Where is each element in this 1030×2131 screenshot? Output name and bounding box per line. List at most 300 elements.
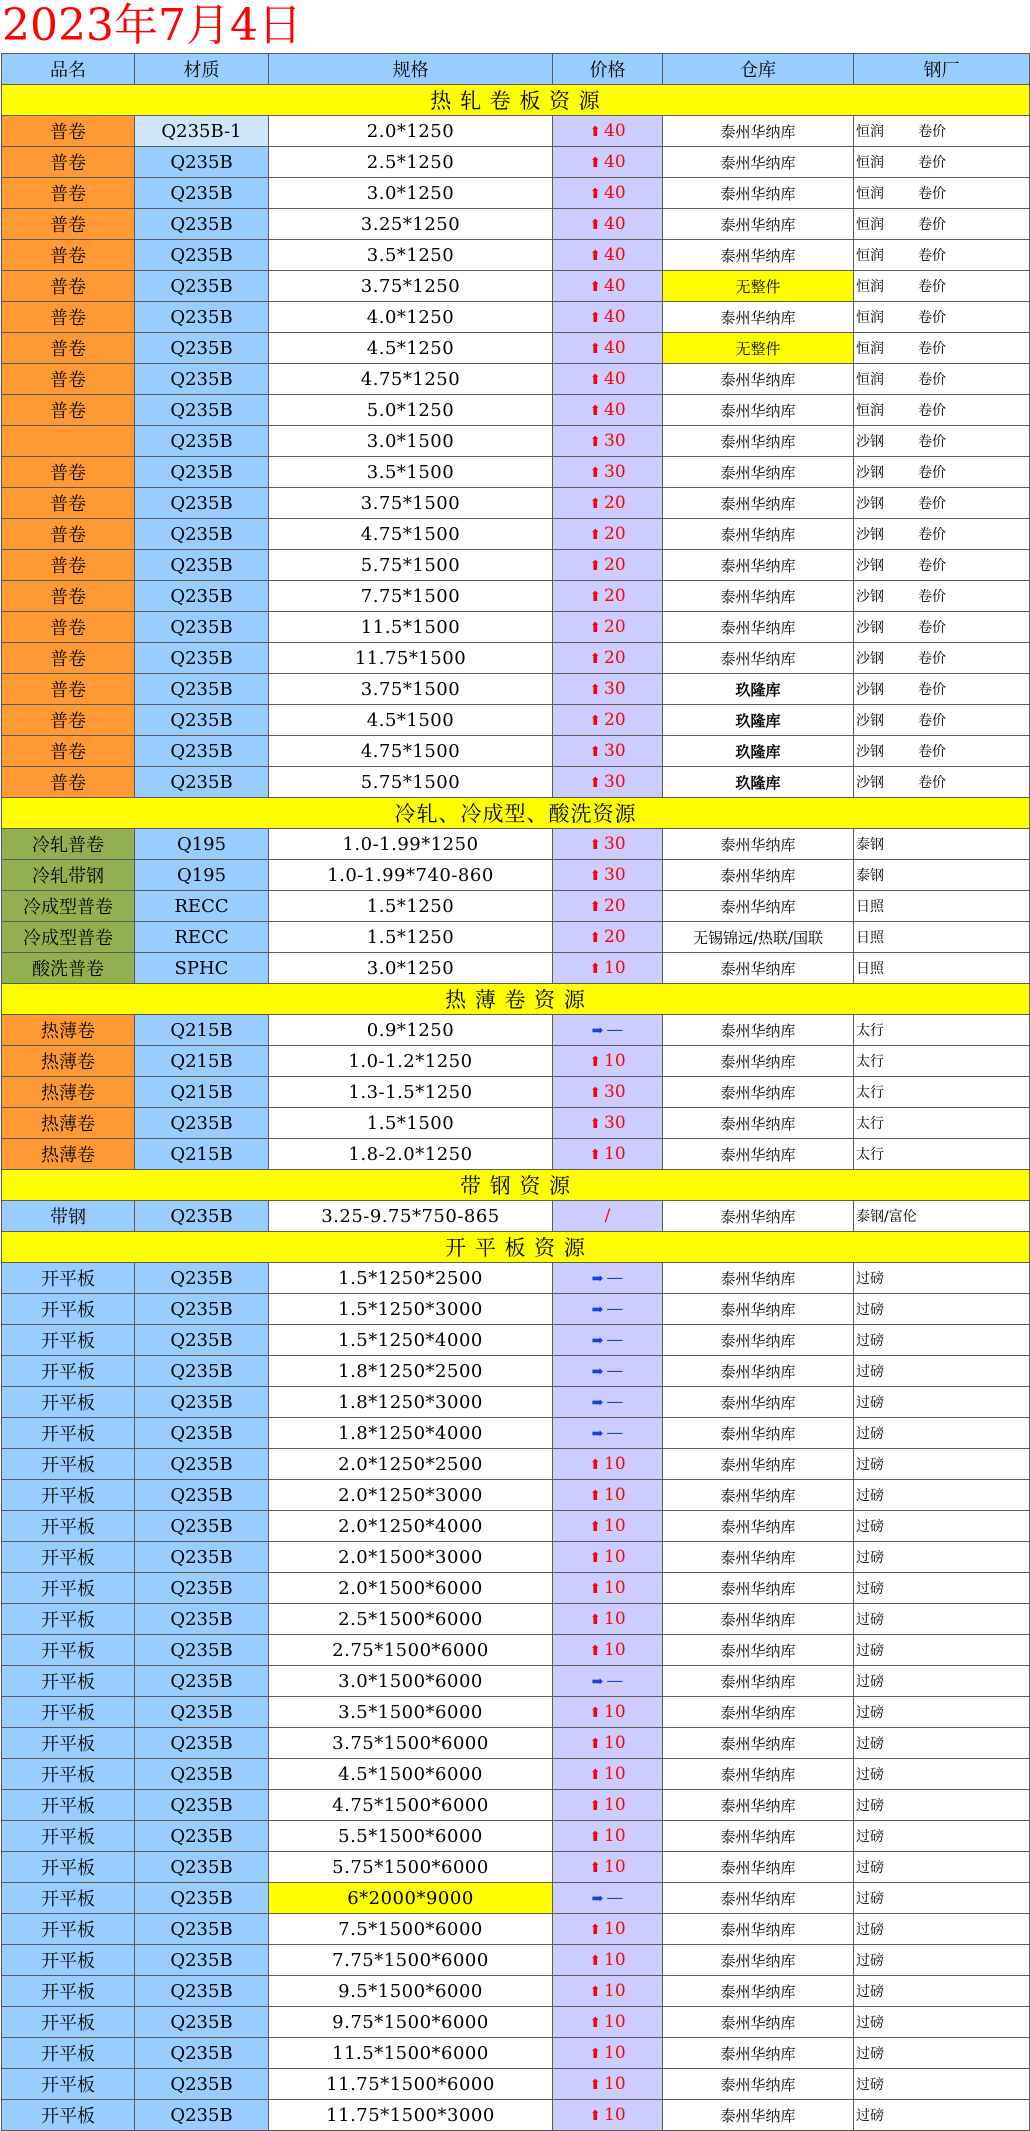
mill-name: 沙钢 bbox=[856, 651, 884, 667]
specification: 4.5*1500*6000 bbox=[269, 1759, 553, 1790]
price-change bbox=[553, 1728, 663, 1759]
price-change bbox=[553, 2007, 663, 2038]
table-row bbox=[2, 1294, 1030, 1325]
arrow-up-icon: ⬆ bbox=[589, 434, 602, 450]
price-change bbox=[553, 1573, 663, 1604]
warehouse: 玖隆库 bbox=[663, 736, 854, 767]
material-grade: Q235B-1 bbox=[135, 116, 269, 147]
price-value: 40 bbox=[604, 121, 626, 141]
specification: 11.75*1500*6000 bbox=[269, 2069, 553, 2100]
arrow-up-icon: ⬆ bbox=[589, 1550, 602, 1566]
product-name: 开平板 bbox=[2, 1356, 135, 1387]
mill-name: 过磅 bbox=[856, 1922, 884, 1938]
warehouse: 泰州华纳库 bbox=[663, 364, 854, 395]
arrow-up-icon: ⬆ bbox=[589, 403, 602, 419]
price-change bbox=[553, 364, 663, 395]
steel-mill bbox=[854, 1511, 1030, 1542]
price-value: 10 bbox=[604, 1826, 626, 1846]
product-name: 开平板 bbox=[2, 2007, 135, 2038]
price-change bbox=[553, 767, 663, 798]
price-value: 40 bbox=[604, 152, 626, 172]
price-value: 10 bbox=[604, 1485, 626, 1505]
table-row bbox=[2, 302, 1030, 333]
table-row bbox=[2, 1108, 1030, 1139]
product-name: 热薄卷 bbox=[2, 1077, 135, 1108]
col-header-price: 价格 bbox=[553, 54, 663, 85]
material-grade: SPHC bbox=[135, 953, 269, 984]
price-type: 卷价 bbox=[918, 341, 946, 357]
price-value: 20 bbox=[604, 493, 626, 513]
price-change bbox=[553, 333, 663, 364]
material-grade: Q235B bbox=[135, 1883, 269, 1914]
price-value: — bbox=[606, 1392, 624, 1412]
arrow-up-icon: ⬆ bbox=[589, 837, 602, 853]
mill-name: 过磅 bbox=[856, 1457, 884, 1473]
specification: 4.75*1250 bbox=[269, 364, 553, 395]
arrow-up-icon: ⬆ bbox=[589, 1736, 602, 1752]
specification: 1.3-1.5*1250 bbox=[269, 1077, 553, 1108]
section-header-row bbox=[2, 1170, 1030, 1201]
specification: 6*2000*9000 bbox=[269, 1883, 553, 1914]
steel-mill bbox=[854, 705, 1030, 736]
warehouse: 泰州华纳库 bbox=[663, 1666, 854, 1697]
product-name: 普卷 bbox=[2, 488, 135, 519]
price-type: 卷价 bbox=[918, 682, 946, 698]
price-change bbox=[553, 1945, 663, 1976]
price-value: / bbox=[604, 1206, 611, 1226]
warehouse: 泰州华纳库 bbox=[663, 1263, 854, 1294]
mill-name: 泰钢 bbox=[856, 868, 884, 884]
arrow-right-icon: ➡ bbox=[591, 1302, 604, 1318]
material-grade: Q235B bbox=[135, 364, 269, 395]
mill-name: 过磅 bbox=[856, 1798, 884, 1814]
price-value: 10 bbox=[604, 1857, 626, 1877]
warehouse: 泰州华纳库 bbox=[663, 581, 854, 612]
arrow-up-icon: ⬆ bbox=[589, 310, 602, 326]
product-name bbox=[2, 426, 135, 457]
mill-name: 沙钢 bbox=[856, 775, 884, 791]
specification: 1.8-2.0*1250 bbox=[269, 1139, 553, 1170]
material-grade: Q235B bbox=[135, 1604, 269, 1635]
steel-mill bbox=[854, 1449, 1030, 1480]
table-row bbox=[2, 116, 1030, 147]
steel-mill bbox=[854, 1294, 1030, 1325]
material-grade: Q195 bbox=[135, 829, 269, 860]
steel-mill bbox=[854, 178, 1030, 209]
price-change bbox=[553, 1294, 663, 1325]
arrow-up-icon: ⬆ bbox=[589, 279, 602, 295]
warehouse: 泰州华纳库 bbox=[663, 395, 854, 426]
price-change bbox=[553, 271, 663, 302]
material-grade: Q235B bbox=[135, 643, 269, 674]
arrow-up-icon: ⬆ bbox=[589, 496, 602, 512]
specification: 7.75*1500 bbox=[269, 581, 553, 612]
table-row bbox=[2, 1635, 1030, 1666]
arrow-up-icon: ⬆ bbox=[589, 1643, 602, 1659]
table-row bbox=[2, 1263, 1030, 1294]
arrow-up-icon: ⬆ bbox=[589, 1054, 602, 1070]
steel-mill bbox=[854, 240, 1030, 271]
price-type: 卷价 bbox=[918, 465, 946, 481]
specification: 1.0-1.99*1250 bbox=[269, 829, 553, 860]
price-change bbox=[553, 1604, 663, 1635]
mill-name: 泰钢 bbox=[856, 837, 884, 853]
table-row bbox=[2, 1790, 1030, 1821]
product-name: 普卷 bbox=[2, 333, 135, 364]
steel-mill bbox=[854, 364, 1030, 395]
warehouse: 泰州华纳库 bbox=[663, 1635, 854, 1666]
warehouse: 泰州华纳库 bbox=[663, 2007, 854, 2038]
specification: 0.9*1250 bbox=[269, 1015, 553, 1046]
price-change bbox=[553, 209, 663, 240]
table-row bbox=[2, 488, 1030, 519]
price-change bbox=[553, 1511, 663, 1542]
mill-name: 过磅 bbox=[856, 1674, 884, 1690]
material-grade: Q235B bbox=[135, 1108, 269, 1139]
price-value: 20 bbox=[604, 617, 626, 637]
warehouse: 泰州华纳库 bbox=[663, 1511, 854, 1542]
col-header-warehouse: 仓库 bbox=[663, 54, 854, 85]
warehouse: 泰州华纳库 bbox=[663, 457, 854, 488]
mill-name: 过磅 bbox=[856, 1519, 884, 1535]
product-name: 普卷 bbox=[2, 674, 135, 705]
steel-mill bbox=[854, 2069, 1030, 2100]
material-grade: Q235B bbox=[135, 209, 269, 240]
specification: 4.75*1500 bbox=[269, 519, 553, 550]
material-grade: Q235B bbox=[135, 1759, 269, 1790]
product-name: 普卷 bbox=[2, 550, 135, 581]
specification: 1.8*1250*2500 bbox=[269, 1356, 553, 1387]
price-value: 20 bbox=[604, 896, 626, 916]
steel-mill bbox=[854, 1821, 1030, 1852]
price-value: 30 bbox=[604, 834, 626, 854]
price-value: 10 bbox=[604, 1764, 626, 1784]
material-grade: Q235B bbox=[135, 612, 269, 643]
warehouse: 泰州华纳库 bbox=[663, 1201, 854, 1232]
steel-mill bbox=[854, 2038, 1030, 2069]
arrow-right-icon: ➡ bbox=[591, 1271, 604, 1287]
section-header-row bbox=[2, 984, 1030, 1015]
material-grade: Q235B bbox=[135, 1852, 269, 1883]
specification: 2.0*1500*6000 bbox=[269, 1573, 553, 1604]
table-row bbox=[2, 1852, 1030, 1883]
mill-name: 过磅 bbox=[856, 1550, 884, 1566]
material-grade: Q235B bbox=[135, 395, 269, 426]
product-name: 开平板 bbox=[2, 2069, 135, 2100]
mill-name: 日照 bbox=[856, 899, 884, 915]
specification: 1.5*1250 bbox=[269, 891, 553, 922]
warehouse: 泰州华纳库 bbox=[663, 209, 854, 240]
mill-name: 过磅 bbox=[856, 1705, 884, 1721]
price-value: 10 bbox=[604, 1950, 626, 1970]
specification: 1.5*1500 bbox=[269, 1108, 553, 1139]
price-value: 10 bbox=[604, 1733, 626, 1753]
specification: 3.0*1250 bbox=[269, 953, 553, 984]
warehouse: 泰州华纳库 bbox=[663, 1325, 854, 1356]
price-change bbox=[553, 1015, 663, 1046]
mill-name: 过磅 bbox=[856, 1302, 884, 1318]
price-change bbox=[553, 2069, 663, 2100]
table-row bbox=[2, 1449, 1030, 1480]
material-grade: Q235B bbox=[135, 2038, 269, 2069]
warehouse: 泰州华纳库 bbox=[663, 1759, 854, 1790]
arrow-right-icon: ➡ bbox=[591, 1395, 604, 1411]
price-change bbox=[553, 1821, 663, 1852]
material-grade: Q235B bbox=[135, 581, 269, 612]
table-row bbox=[2, 612, 1030, 643]
price-change bbox=[553, 1790, 663, 1821]
section-header-row bbox=[2, 798, 1030, 829]
product-name: 普卷 bbox=[2, 581, 135, 612]
price-type: 卷价 bbox=[918, 248, 946, 264]
specification: 3.5*1500*6000 bbox=[269, 1697, 553, 1728]
arrow-up-icon: ⬆ bbox=[589, 1798, 602, 1814]
material-grade: Q235B bbox=[135, 1790, 269, 1821]
mill-name: 过磅 bbox=[856, 1612, 884, 1628]
steel-mill bbox=[854, 1852, 1030, 1883]
steel-mill bbox=[854, 1418, 1030, 1449]
table-row bbox=[2, 1573, 1030, 1604]
specification: 3.0*1500 bbox=[269, 426, 553, 457]
specification: 9.75*1500*6000 bbox=[269, 2007, 553, 2038]
price-value: 40 bbox=[604, 214, 626, 234]
steel-mill bbox=[854, 550, 1030, 581]
warehouse: 泰州华纳库 bbox=[663, 178, 854, 209]
product-name: 普卷 bbox=[2, 395, 135, 426]
specification: 5.75*1500 bbox=[269, 767, 553, 798]
specification: 4.5*1250 bbox=[269, 333, 553, 364]
arrow-up-icon: ⬆ bbox=[589, 775, 602, 791]
table-row bbox=[2, 2069, 1030, 2100]
steel-mill bbox=[854, 1883, 1030, 1914]
mill-name: 沙钢 bbox=[856, 620, 884, 636]
price-value: 10 bbox=[604, 2074, 626, 2094]
arrow-right-icon: ➡ bbox=[591, 1426, 604, 1442]
price-value: 10 bbox=[604, 958, 626, 978]
warehouse: 无锡锦远/热联/国联 bbox=[663, 922, 854, 953]
price-value: — bbox=[606, 1268, 624, 1288]
warehouse: 泰州华纳库 bbox=[663, 1914, 854, 1945]
mill-name: 日照 bbox=[856, 930, 884, 946]
col-header-name: 品名 bbox=[2, 54, 135, 85]
warehouse: 泰州华纳库 bbox=[663, 1139, 854, 1170]
steel-mill bbox=[854, 1480, 1030, 1511]
table-row bbox=[2, 1387, 1030, 1418]
product-name: 开平板 bbox=[2, 1666, 135, 1697]
material-grade: Q235B bbox=[135, 2069, 269, 2100]
product-name: 普卷 bbox=[2, 705, 135, 736]
arrow-up-icon: ⬆ bbox=[589, 1488, 602, 1504]
material-grade: RECC bbox=[135, 891, 269, 922]
arrow-up-icon: ⬆ bbox=[589, 465, 602, 481]
arrow-up-icon: ⬆ bbox=[589, 930, 602, 946]
steel-mill bbox=[854, 1635, 1030, 1666]
product-name: 开平板 bbox=[2, 1914, 135, 1945]
table-row bbox=[2, 457, 1030, 488]
col-header-mill: 钢厂 bbox=[854, 54, 1030, 85]
table-row bbox=[2, 891, 1030, 922]
table-row bbox=[2, 426, 1030, 457]
table-row bbox=[2, 1077, 1030, 1108]
specification: 2.5*1250 bbox=[269, 147, 553, 178]
mill-name: 恒润 bbox=[856, 310, 884, 326]
arrow-up-icon: ⬆ bbox=[589, 186, 602, 202]
price-type: 卷价 bbox=[918, 124, 946, 140]
material-grade: Q215B bbox=[135, 1077, 269, 1108]
specification: 11.75*1500 bbox=[269, 643, 553, 674]
table-row bbox=[2, 581, 1030, 612]
mill-name: 恒润 bbox=[856, 217, 884, 233]
price-change bbox=[553, 1480, 663, 1511]
product-name: 普卷 bbox=[2, 364, 135, 395]
price-change bbox=[553, 1387, 663, 1418]
arrow-up-icon: ⬆ bbox=[589, 651, 602, 667]
section-title: 热 薄 卷 资 源 bbox=[2, 984, 1030, 1015]
warehouse: 泰州华纳库 bbox=[663, 1976, 854, 2007]
material-grade: Q235B bbox=[135, 1821, 269, 1852]
page-title: 2023年7月4日 bbox=[2, 0, 302, 51]
mill-name: 太行 bbox=[856, 1116, 884, 1132]
section-title: 冷轧、冷成型、酸洗资源 bbox=[2, 798, 1030, 829]
price-value: 40 bbox=[604, 400, 626, 420]
steel-mill bbox=[854, 1697, 1030, 1728]
warehouse: 泰州华纳库 bbox=[663, 1418, 854, 1449]
product-name: 开平板 bbox=[2, 1759, 135, 1790]
warehouse: 泰州华纳库 bbox=[663, 953, 854, 984]
price-change bbox=[553, 860, 663, 891]
table-header-row bbox=[2, 54, 1030, 85]
warehouse: 玖隆库 bbox=[663, 705, 854, 736]
product-name: 开平板 bbox=[2, 1697, 135, 1728]
specification: 3.75*1500 bbox=[269, 488, 553, 519]
price-value: 10 bbox=[604, 1547, 626, 1567]
arrow-up-icon: ⬆ bbox=[589, 1829, 602, 1845]
steel-mill bbox=[854, 953, 1030, 984]
warehouse: 泰州华纳库 bbox=[663, 426, 854, 457]
table-row bbox=[2, 829, 1030, 860]
mill-name: 过磅 bbox=[856, 1891, 884, 1907]
table-row bbox=[2, 1325, 1030, 1356]
specification: 1.5*1250*4000 bbox=[269, 1325, 553, 1356]
material-grade: Q235B bbox=[135, 426, 269, 457]
product-name: 开平板 bbox=[2, 1542, 135, 1573]
price-type: 卷价 bbox=[918, 527, 946, 543]
warehouse: 泰州华纳库 bbox=[663, 1790, 854, 1821]
product-name: 热薄卷 bbox=[2, 1139, 135, 1170]
price-change bbox=[553, 1697, 663, 1728]
price-value: 30 bbox=[604, 462, 626, 482]
mill-name: 太行 bbox=[856, 1147, 884, 1163]
steel-mill bbox=[854, 922, 1030, 953]
material-grade: Q215B bbox=[135, 1139, 269, 1170]
price-change bbox=[553, 736, 663, 767]
material-grade: Q235B bbox=[135, 1666, 269, 1697]
specification: 2.0*1250*3000 bbox=[269, 1480, 553, 1511]
warehouse: 泰州华纳库 bbox=[663, 116, 854, 147]
arrow-up-icon: ⬆ bbox=[589, 1147, 602, 1163]
price-type: 卷价 bbox=[918, 713, 946, 729]
price-change bbox=[553, 953, 663, 984]
arrow-right-icon: ➡ bbox=[591, 1891, 604, 1907]
steel-mill bbox=[854, 333, 1030, 364]
mill-name: 恒润 bbox=[856, 403, 884, 419]
specification: 7.75*1500*6000 bbox=[269, 1945, 553, 1976]
price-change bbox=[553, 1976, 663, 2007]
table-row bbox=[2, 209, 1030, 240]
product-name: 冷轧带钢 bbox=[2, 860, 135, 891]
material-grade: Q235B bbox=[135, 705, 269, 736]
warehouse: 玖隆库 bbox=[663, 767, 854, 798]
product-name: 开平板 bbox=[2, 1573, 135, 1604]
arrow-right-icon: ➡ bbox=[591, 1364, 604, 1380]
price-type: 卷价 bbox=[918, 217, 946, 233]
product-name: 普卷 bbox=[2, 147, 135, 178]
arrow-up-icon: ⬆ bbox=[589, 1922, 602, 1938]
price-value: 20 bbox=[604, 586, 626, 606]
arrow-up-icon: ⬆ bbox=[589, 744, 602, 760]
steel-mill bbox=[854, 271, 1030, 302]
table-row bbox=[2, 1015, 1030, 1046]
price-type: 卷价 bbox=[918, 279, 946, 295]
warehouse: 泰州华纳库 bbox=[663, 1728, 854, 1759]
arrow-up-icon: ⬆ bbox=[589, 248, 602, 264]
warehouse: 玖隆库 bbox=[663, 674, 854, 705]
arrow-up-icon: ⬆ bbox=[589, 1457, 602, 1473]
product-name: 普卷 bbox=[2, 457, 135, 488]
price-value: 40 bbox=[604, 245, 626, 265]
specification: 4.75*1500 bbox=[269, 736, 553, 767]
product-name: 普卷 bbox=[2, 519, 135, 550]
warehouse: 泰州华纳库 bbox=[663, 240, 854, 271]
mill-name: 过磅 bbox=[856, 1581, 884, 1597]
arrow-right-icon: ➡ bbox=[591, 1674, 604, 1690]
table-row bbox=[2, 519, 1030, 550]
product-name: 普卷 bbox=[2, 240, 135, 271]
price-change bbox=[553, 1914, 663, 1945]
specification: 11.5*1500*6000 bbox=[269, 2038, 553, 2069]
steel-mill bbox=[854, 1542, 1030, 1573]
steel-mill bbox=[854, 674, 1030, 705]
warehouse: 泰州华纳库 bbox=[663, 829, 854, 860]
product-name: 普卷 bbox=[2, 612, 135, 643]
product-name: 冷轧普卷 bbox=[2, 829, 135, 860]
mill-name: 过磅 bbox=[856, 1860, 884, 1876]
specification: 2.5*1500*6000 bbox=[269, 1604, 553, 1635]
price-value: 10 bbox=[604, 1578, 626, 1598]
product-name: 开平板 bbox=[2, 1790, 135, 1821]
specification: 2.0*1500*3000 bbox=[269, 1542, 553, 1573]
warehouse: 泰州华纳库 bbox=[663, 147, 854, 178]
warehouse: 泰州华纳库 bbox=[663, 1697, 854, 1728]
warehouse: 泰州华纳库 bbox=[663, 1945, 854, 1976]
product-name: 开平板 bbox=[2, 1945, 135, 1976]
mill-name: 过磅 bbox=[856, 2015, 884, 2031]
price-change bbox=[553, 643, 663, 674]
arrow-up-icon: ⬆ bbox=[589, 124, 602, 140]
mill-name: 恒润 bbox=[856, 155, 884, 171]
price-value: 30 bbox=[604, 1113, 626, 1133]
material-grade: Q215B bbox=[135, 1015, 269, 1046]
steel-mill bbox=[854, 1325, 1030, 1356]
steel-mill bbox=[854, 302, 1030, 333]
specification: 4.5*1500 bbox=[269, 705, 553, 736]
steel-mill bbox=[854, 147, 1030, 178]
specification: 1.5*1250 bbox=[269, 922, 553, 953]
material-grade: Q235B bbox=[135, 271, 269, 302]
price-change bbox=[553, 612, 663, 643]
product-name: 开平板 bbox=[2, 1852, 135, 1883]
section-title: 带 钢 资 源 bbox=[2, 1170, 1030, 1201]
